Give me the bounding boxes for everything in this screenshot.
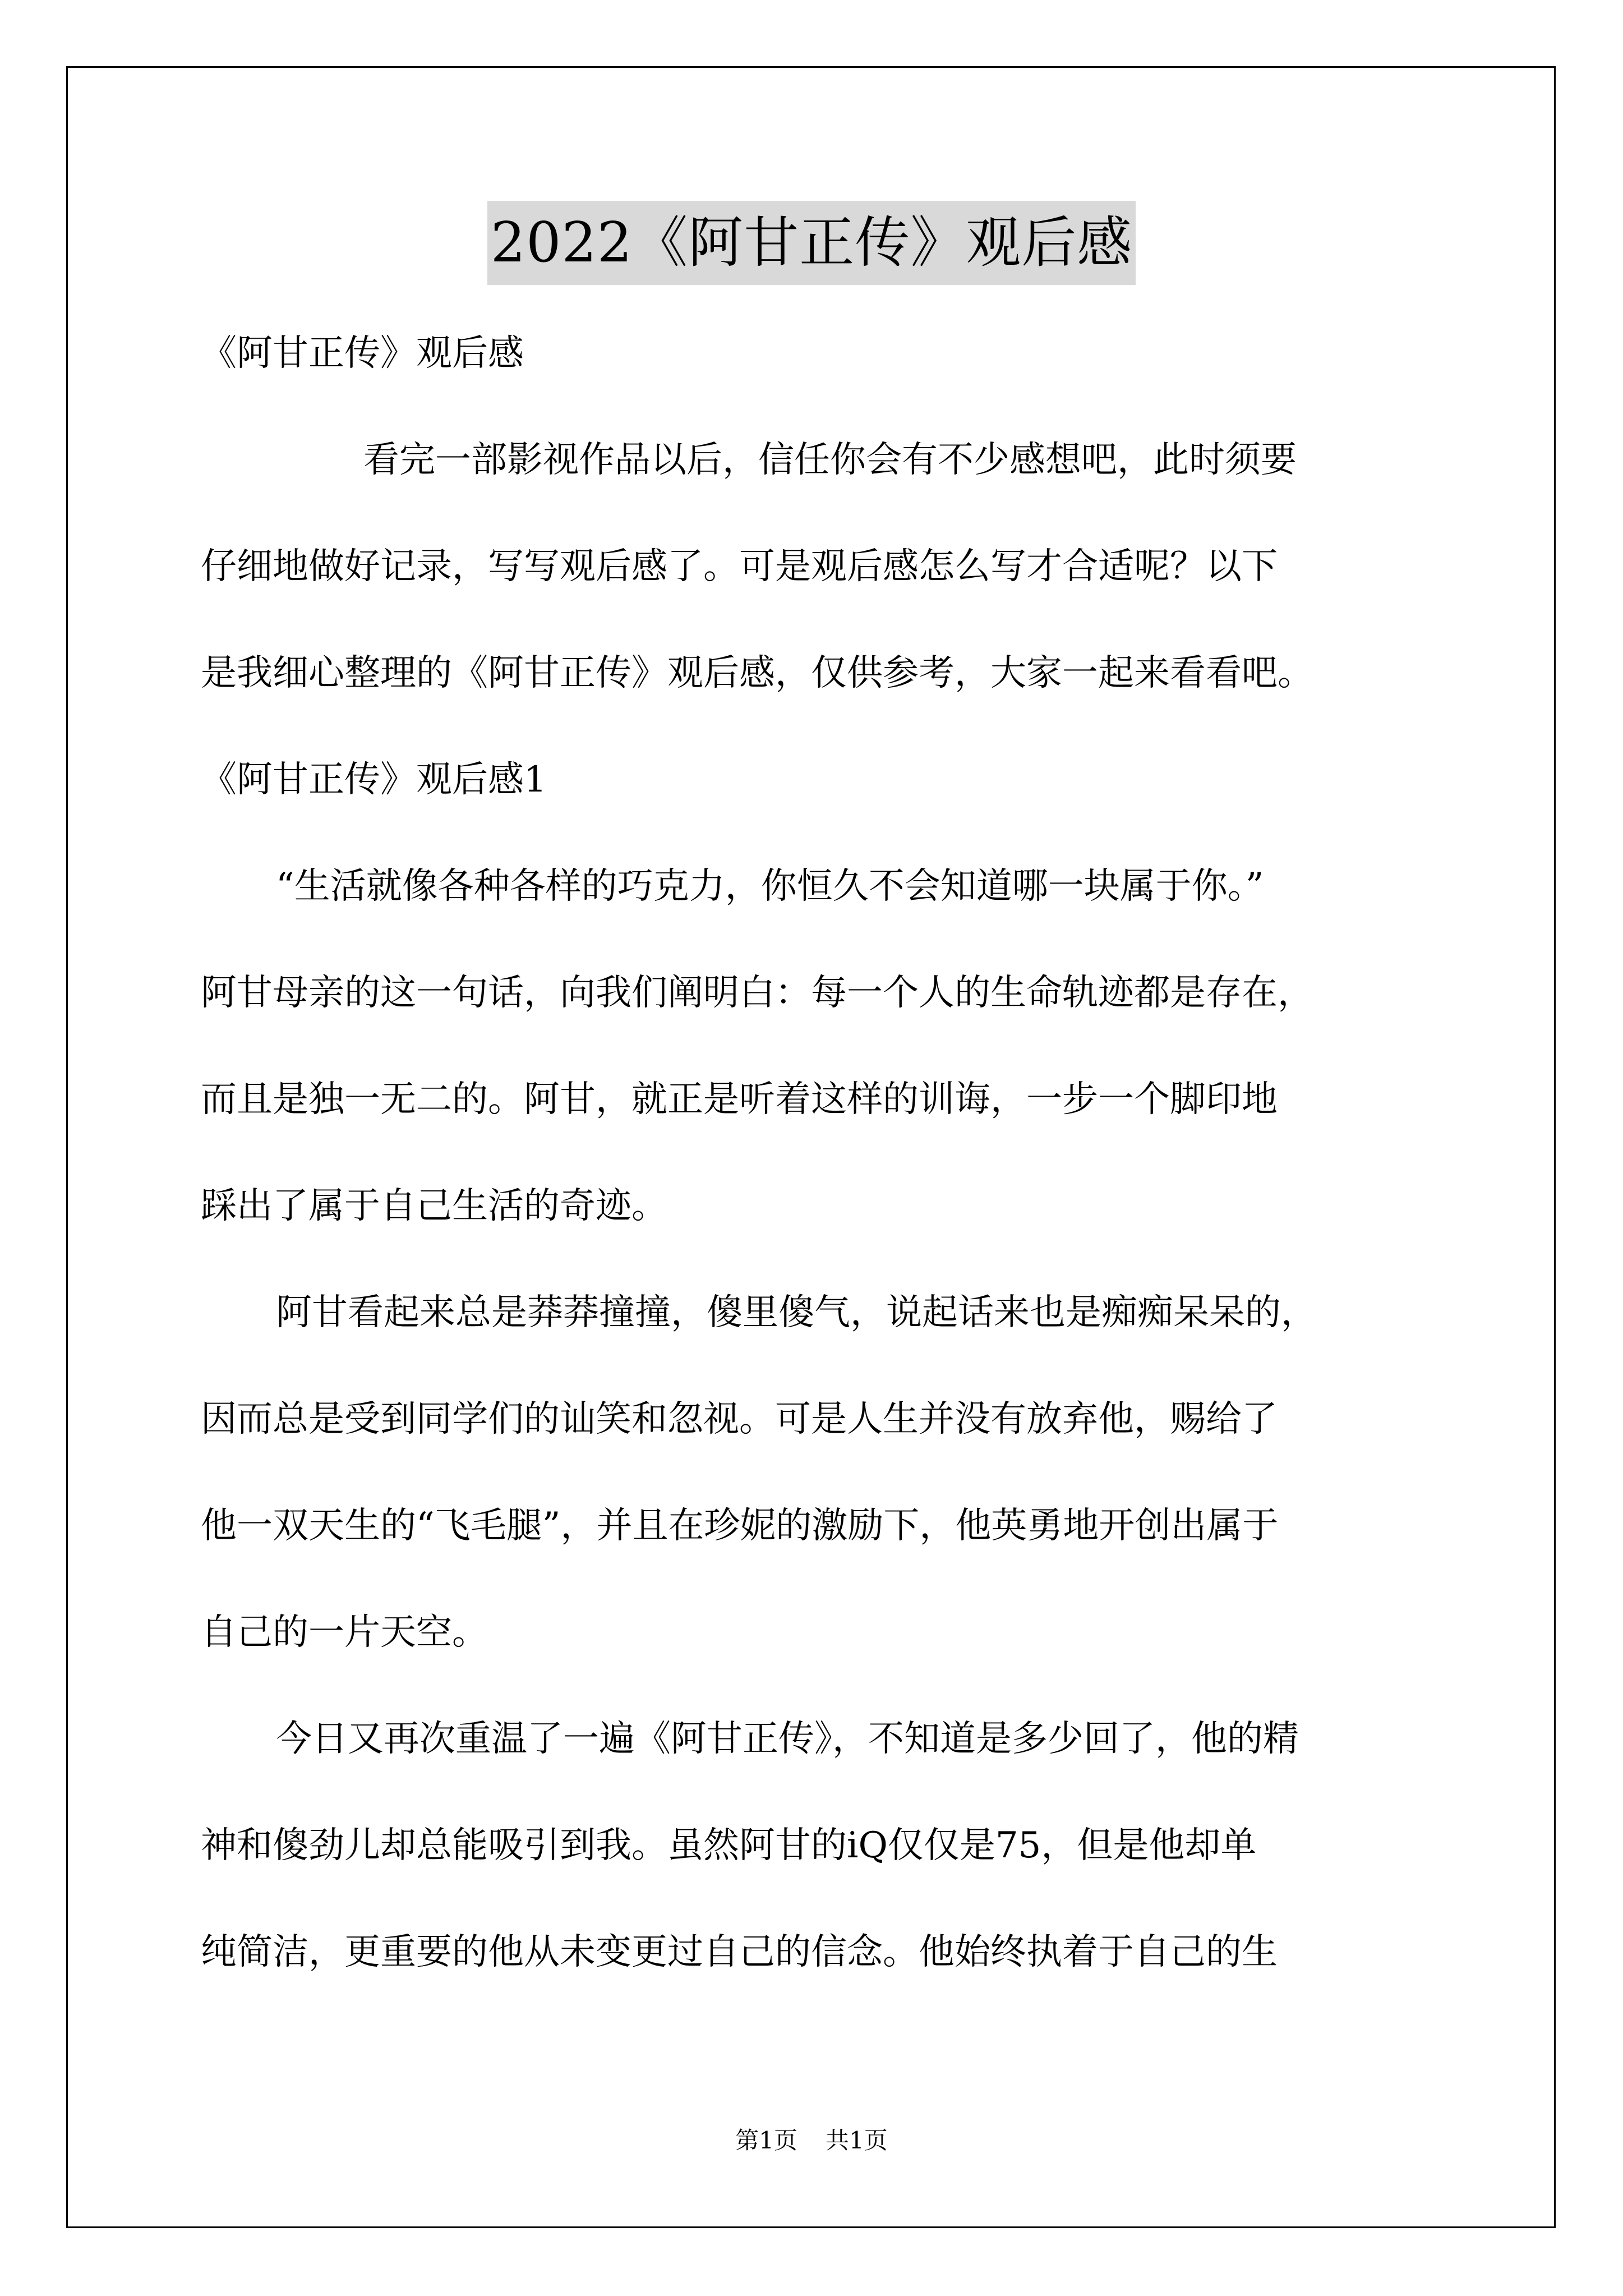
title-container [0,201,1623,285]
paragraph-line: 自己的一片天空。 [201,1612,488,1653]
subtitle-line: 《阿甘正传》观后感 [201,333,524,374]
paragraph-line: 今日又再次重温了一遍《阿甘正传》，不知道是多少回了，他的精 [276,1718,1299,1760]
paragraph-line: 纯简洁，更重要的他从未变更过自己的信念。他始终执着于自己的生 [201,1931,1278,1973]
paragraph-line: 神和傻劲儿却总能吸引到我。虽然阿甘的iQ仅仅是75，但是他却单 [201,1825,1257,1866]
paragraph-line: 看完一部影视作品以后，信任你会有不少感想吧，此时须要 [363,439,1297,481]
paragraph-line: 他一双天生的“飞毛腿”，并且在珍妮的激励下，他英勇地开创出属于 [201,1505,1279,1547]
page-footer [0,2124,1623,2157]
paragraph-line: 是我细心整理的《阿甘正传》观后感，仅供参考，大家一起来看看吧。 [201,652,1313,694]
paragraph-line: “生活就像各种各样的巧克力，你恒久不会知道哪一块属于你。” [276,866,1264,907]
paragraph-line: 因而总是受到同学们的讪笑和忽视。可是人生并没有放弃他，赐给了 [201,1398,1278,1440]
document-title: 2022《阿甘正传》观后感 [487,201,1136,285]
paragraph-line: 踩出了属于自己生活的奇迹。 [201,1185,667,1227]
page-total: 共1页 [826,2127,888,2154]
document-body [201,300,1429,2005]
paragraph-line: 仔细地做好记录，写写观后感了。可是观后感怎么写才合适呢？以下 [201,546,1278,587]
page-number: 第1页 [735,2127,797,2154]
paragraph-line: 而且是独一无二的。阿甘，就正是听着这样的训诲，一步一个脚印地 [201,1079,1278,1120]
section-heading: 《阿甘正传》观后感1 [201,759,547,800]
paragraph-line: 阿甘母亲的这一句话，向我们阐明白：每一个人的生命轨迹都是存在， [201,972,1313,1014]
paragraph-line: 阿甘看起来总是莽莽撞撞，傻里傻气，说起话来也是痴痴呆呆的， [276,1292,1317,1333]
